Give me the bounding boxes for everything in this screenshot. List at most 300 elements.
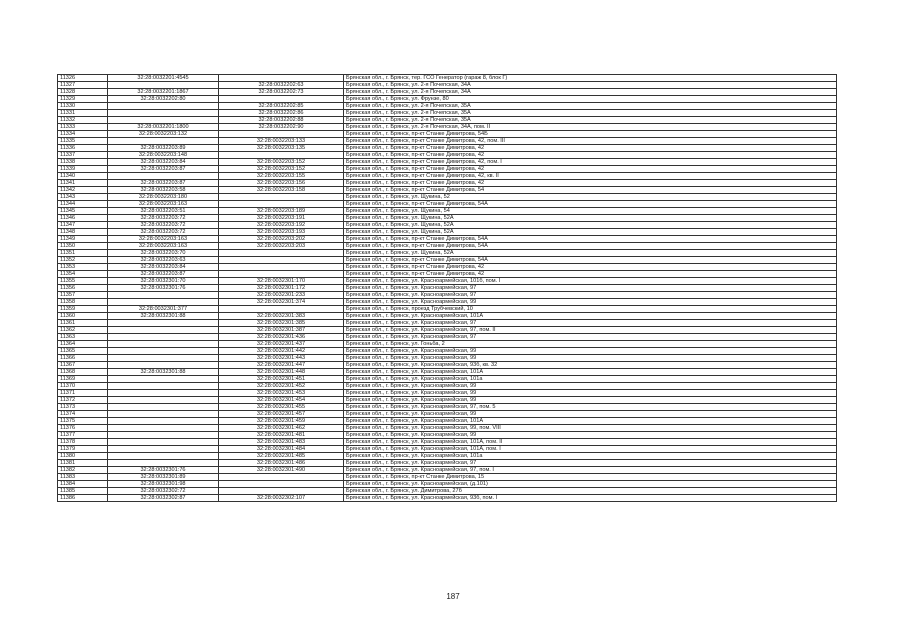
parcel-number-cell: 32:28:0032201:4545	[108, 75, 219, 82]
parcel-number-cell: 32:28:0032203:84	[108, 264, 219, 271]
object-number-cell: 32:28:0032301:172	[219, 285, 344, 292]
parcel-number-cell	[108, 376, 219, 383]
row-number-cell: 11327	[58, 82, 108, 89]
parcel-number-cell	[108, 453, 219, 460]
parcel-number-cell: 32:28:0032203:87	[108, 180, 219, 187]
parcel-number-cell	[108, 446, 219, 453]
table-row	[58, 138, 837, 145]
table-row	[58, 334, 837, 341]
row-number-cell: 11355	[58, 278, 108, 285]
object-number-cell: 32:28:0032301:457	[219, 411, 344, 418]
object-number-cell: 32:28:0032301:233	[219, 292, 344, 299]
address-cell: Брянская обл., г. Брянск, ул. Красноармейская, 99	[344, 299, 837, 306]
object-number-cell: 32:28:0032301:483	[219, 439, 344, 446]
address-cell: Брянская обл., г. Брянск, пр-кт Станке Димитрова, 54	[344, 187, 837, 194]
object-number-cell: 32:28:0032301:452	[219, 383, 344, 390]
address-cell: Брянская обл., г. Брянск, ул. Красноармейская, 97	[344, 285, 837, 292]
address-cell: Брянская обл., г. Брянск, ул. Красноармейская, 99	[344, 355, 837, 362]
address-cell: Брянская обл., г. Брянск, ул. Красноармейская, 101а	[344, 453, 837, 460]
parcel-number-cell: 32:28:0032203:132	[108, 131, 219, 138]
table-row	[58, 299, 837, 306]
address-cell: Брянская обл., г. Брянск, проезд Трубчевский, 10	[344, 306, 837, 313]
row-number-cell: 11350	[58, 243, 108, 250]
object-number-cell: 32:28:0032203:202	[219, 236, 344, 243]
parcel-number-cell	[108, 138, 219, 145]
address-cell: Брянская обл., г. Брянск, ул. Красноармейская, 99	[344, 383, 837, 390]
table-row	[58, 271, 837, 278]
table-row	[58, 446, 837, 453]
object-number-cell: 32:28:0032203:192	[219, 222, 344, 229]
address-cell: Брянская обл., г. Брянск, пр-кт Станке Димитрова, 42	[344, 166, 837, 173]
row-number-cell: 11335	[58, 138, 108, 145]
address-cell: Брянская обл., г. Брянск, ул. Фрунзе, 80	[344, 96, 837, 103]
object-number-cell: 32:28:0032203:133	[219, 138, 344, 145]
row-number-cell: 11357	[58, 292, 108, 299]
address-cell: Брянская обл., г. Брянск, ул. 2-я Почепская, 35А	[344, 117, 837, 124]
address-cell: Брянская обл., г. Брянск, пр-кт Станке Димитрова, 54А	[344, 243, 837, 250]
row-number-cell: 11332	[58, 117, 108, 124]
parcel-number-cell: 32:28:0032203:72	[108, 229, 219, 236]
object-number-cell: 32:28:0032203:152	[219, 166, 344, 173]
row-number-cell: 11351	[58, 250, 108, 257]
object-number-cell: 32:28:0032202:88	[219, 117, 344, 124]
parcel-number-cell	[108, 173, 219, 180]
table-row	[58, 173, 837, 180]
address-cell: Брянская обл., г. Брянск, ул. Красноармейская, 101А, пом. II	[344, 439, 837, 446]
row-number-cell: 11362	[58, 327, 108, 334]
table-row	[58, 215, 837, 222]
table-row	[58, 96, 837, 103]
object-number-cell: 32:28:0032302:107	[219, 495, 344, 502]
table-row	[58, 103, 837, 110]
object-number-cell: 32:28:0032301:447	[219, 362, 344, 369]
table-row	[58, 208, 837, 215]
object-number-cell	[219, 264, 344, 271]
parcel-number-cell	[108, 117, 219, 124]
object-number-cell	[219, 474, 344, 481]
table-row	[58, 313, 837, 320]
table-row	[58, 264, 837, 271]
address-cell: Брянская обл., г. Брянск, ул. Красноармейская, 97, пом. II	[344, 327, 837, 334]
address-cell: Брянская обл., г. Брянск, ул. Щукина, 52А	[344, 229, 837, 236]
object-number-cell: 32:28:0032301:455	[219, 404, 344, 411]
address-cell: Брянская обл., г. Брянск, ул. Красноармейская, 101б, пом. I	[344, 278, 837, 285]
row-number-cell: 11339	[58, 166, 108, 173]
row-number-cell: 11346	[58, 215, 108, 222]
object-number-cell: 32:28:0032301:485	[219, 453, 344, 460]
table-row	[58, 292, 837, 299]
table-row	[58, 320, 837, 327]
address-cell: Брянская обл., г. Брянск, ул. Красноармейская, 93б, пом. I	[344, 495, 837, 502]
object-number-cell: 32:28:0032203:193	[219, 229, 344, 236]
row-number-cell: 11383	[58, 474, 108, 481]
parcel-number-cell	[108, 355, 219, 362]
parcel-number-cell	[108, 362, 219, 369]
object-number-cell	[219, 152, 344, 159]
parcel-number-cell: 32:28:0032203:87	[108, 271, 219, 278]
parcel-number-cell: 32:28:0032201:1800	[108, 124, 219, 131]
table-row	[58, 75, 837, 82]
table-row	[58, 131, 837, 138]
row-number-cell: 11379	[58, 446, 108, 453]
parcel-number-cell: 32:28:0032203:72	[108, 222, 219, 229]
address-cell: Брянская обл., г. Брянск, ул. 2-я Почепская, 35А	[344, 110, 837, 117]
parcel-number-cell: 32:28:0032203:148	[108, 152, 219, 159]
table-row	[58, 201, 837, 208]
table-row	[58, 82, 837, 89]
address-cell: Брянская обл., г. Брянск, пр-кт Станке Димитрова, 42, пом. I	[344, 159, 837, 166]
object-number-cell	[219, 194, 344, 201]
row-number-cell: 11331	[58, 110, 108, 117]
row-number-cell: 11369	[58, 376, 108, 383]
object-number-cell: 32:28:0032203:158	[219, 187, 344, 194]
object-number-cell: 32:28:0032301:385	[219, 320, 344, 327]
row-number-cell: 11347	[58, 222, 108, 229]
parcel-number-cell	[108, 292, 219, 299]
table-row	[58, 278, 837, 285]
address-cell: Брянская обл., г. Брянск, пр-кт Станке Димитрова, 42	[344, 152, 837, 159]
object-number-cell: 32:28:0032203:191	[219, 215, 344, 222]
object-number-cell: 32:28:0032301:453	[219, 390, 344, 397]
parcel-number-cell: 32:28:0032203:163	[108, 236, 219, 243]
row-number-cell: 11337	[58, 152, 108, 159]
object-number-cell: 32:28:0032203:189	[219, 208, 344, 215]
table-row	[58, 341, 837, 348]
table-row	[58, 460, 837, 467]
row-number-cell: 11384	[58, 481, 108, 488]
parcel-number-cell	[108, 82, 219, 89]
object-number-cell: 32:28:0032301:442	[219, 348, 344, 355]
parcel-number-cell: 32:28:0032203:84	[108, 159, 219, 166]
object-number-cell	[219, 257, 344, 264]
object-number-cell: 32:28:0032301:454	[219, 397, 344, 404]
row-number-cell: 11341	[58, 180, 108, 187]
table-row	[58, 355, 837, 362]
address-cell: Брянская обл., г. Брянск, пр-кт Станке Димитрова, 54А	[344, 236, 837, 243]
object-number-cell	[219, 96, 344, 103]
row-number-cell: 11361	[58, 320, 108, 327]
object-number-cell: 32:28:0032301:451	[219, 376, 344, 383]
table-row	[58, 404, 837, 411]
row-number-cell: 11348	[58, 229, 108, 236]
row-number-cell: 11340	[58, 173, 108, 180]
address-cell: Брянская обл., г. Брянск, ул. Щукина, 52А	[344, 250, 837, 257]
object-number-cell: 32:28:0032301:481	[219, 432, 344, 439]
address-cell: Брянская обл., г. Брянск, ул. Красноармейская, 101А	[344, 313, 837, 320]
parcel-number-cell: 32:28:0032203:180	[108, 194, 219, 201]
table-row	[58, 152, 837, 159]
address-cell: Брянская обл., г. Брянск, ул. Красноармейская, 97	[344, 460, 837, 467]
parcel-number-cell	[108, 327, 219, 334]
row-number-cell: 11376	[58, 425, 108, 432]
parcel-number-cell: 32:28:0032301:98	[108, 481, 219, 488]
parcel-number-cell: 32:28:0032203:89	[108, 145, 219, 152]
table-row	[58, 110, 837, 117]
parcel-number-cell: 32:28:0032203:63	[108, 257, 219, 264]
row-number-cell: 11382	[58, 467, 108, 474]
parcel-number-cell	[108, 418, 219, 425]
address-cell: Брянская обл., г. Брянск, ул. Красноармейская, 99, пом. VIII	[344, 425, 837, 432]
parcel-number-cell	[108, 348, 219, 355]
cadastral-table	[57, 74, 837, 502]
object-number-cell: 32:28:0032202:86	[219, 110, 344, 117]
object-number-cell	[219, 306, 344, 313]
object-number-cell: 32:28:0032301:486	[219, 460, 344, 467]
object-number-cell: 32:28:0032301:448	[219, 369, 344, 376]
parcel-number-cell: 32:28:0032203:58	[108, 187, 219, 194]
address-cell: Брянская обл., г. Брянск, ул. Щукина, 52А	[344, 222, 837, 229]
row-number-cell: 11359	[58, 306, 108, 313]
row-number-cell: 11330	[58, 103, 108, 110]
object-number-cell	[219, 271, 344, 278]
parcel-number-cell	[108, 110, 219, 117]
address-cell: Брянская обл., г. Брянск, ул. Щукина, 54	[344, 208, 837, 215]
parcel-number-cell: 32:28:0032202:80	[108, 96, 219, 103]
row-number-cell: 11363	[58, 334, 108, 341]
row-number-cell: 11329	[58, 96, 108, 103]
parcel-number-cell: 32:28:0032203:70	[108, 250, 219, 257]
object-number-cell: 32:28:0032301:443	[219, 355, 344, 362]
row-number-cell: 11358	[58, 299, 108, 306]
table-row	[58, 369, 837, 376]
row-number-cell: 11366	[58, 355, 108, 362]
address-cell: Брянская обл., г. Брянск, ул. Красноармейская, 101а	[344, 376, 837, 383]
address-cell: Брянская обл., г. Брянск, ул. Димитрова, 27б	[344, 488, 837, 495]
object-number-cell: 32:28:0032301:462	[219, 425, 344, 432]
parcel-number-cell	[108, 341, 219, 348]
address-cell: Брянская обл., г. Брянск, пр-кт Станке Димитрова, 42	[344, 180, 837, 187]
parcel-number-cell	[108, 404, 219, 411]
table-row	[58, 348, 837, 355]
parcel-number-cell: 32:28:0032301:70	[108, 278, 219, 285]
row-number-cell: 11378	[58, 439, 108, 446]
table-row	[58, 411, 837, 418]
address-cell: Брянская обл., г. Брянск, ул. Красноармейская, 99	[344, 348, 837, 355]
parcel-number-cell: 32:28:0032203:87	[108, 166, 219, 173]
row-number-cell: 11377	[58, 432, 108, 439]
table-row	[58, 166, 837, 173]
address-cell: Брянская обл., г. Брянск, ул. Красноармейская, 101А, пом. I	[344, 446, 837, 453]
parcel-number-cell	[108, 103, 219, 110]
row-number-cell: 11336	[58, 145, 108, 152]
row-number-cell: 11370	[58, 383, 108, 390]
address-cell: Брянская обл., г. Брянск, ул. 2-я Почепская, 35А	[344, 103, 837, 110]
address-cell: Брянская обл., г. Брянск, ул. Красноармейская, 101А	[344, 418, 837, 425]
table-row	[58, 481, 837, 488]
parcel-number-cell: 32:28:0032301:89	[108, 474, 219, 481]
table-row	[58, 159, 837, 166]
address-cell: Брянская обл., г. Брянск, пр-кт Станке Димитрова, 42, кв. II	[344, 173, 837, 180]
object-number-cell	[219, 250, 344, 257]
object-number-cell: 32:28:0032301:436	[219, 334, 344, 341]
parcel-number-cell	[108, 460, 219, 467]
address-cell: Брянская обл., г. Брянск, ул. Красноармейская, 99	[344, 411, 837, 418]
row-number-cell: 11353	[58, 264, 108, 271]
table-row	[58, 222, 837, 229]
address-cell: Брянская обл., г. Брянск, пр-кт Станке Димитрова, 42, пом. III	[344, 138, 837, 145]
object-number-cell: 32:28:0032301:383	[219, 313, 344, 320]
address-cell: Брянская обл., г. Брянск, пр-кт Станке Димитрова, 42	[344, 271, 837, 278]
parcel-number-cell	[108, 397, 219, 404]
address-cell: Брянская обл., г. Брянск, ул. Красноармейская, 99	[344, 432, 837, 439]
address-cell: Брянская обл., г. Брянск, ул. Красноармейская, 99	[344, 390, 837, 397]
row-number-cell: 11375	[58, 418, 108, 425]
address-cell: Брянская обл., г. Брянск, ул. Красноармейская, 97	[344, 334, 837, 341]
parcel-number-cell: 32:28:0032301:76	[108, 285, 219, 292]
object-number-cell: 32:28:0032301:437	[219, 341, 344, 348]
parcel-number-cell: 32:28:0032301:88	[108, 369, 219, 376]
object-number-cell: 32:28:0032301:459	[219, 418, 344, 425]
parcel-number-cell	[108, 439, 219, 446]
object-number-cell: 32:28:0032203:203	[219, 243, 344, 250]
address-cell: Брянская обл., г. Брянск, ул. Гоньба, 2	[344, 341, 837, 348]
object-number-cell	[219, 131, 344, 138]
table-row	[58, 390, 837, 397]
row-number-cell: 11326	[58, 75, 108, 82]
table-row	[58, 229, 837, 236]
address-cell: Брянская обл., г. Брянск, ул. 2-я Почепская, 34А	[344, 89, 837, 96]
address-cell: Брянская обл., г. Брянск, ул. Щукина, 52А	[344, 215, 837, 222]
parcel-number-cell	[108, 334, 219, 341]
row-number-cell: 11381	[58, 460, 108, 467]
table-row	[58, 425, 837, 432]
object-number-cell: 32:28:0032202:85	[219, 103, 344, 110]
row-number-cell: 11374	[58, 411, 108, 418]
object-number-cell: 32:28:0032301:484	[219, 446, 344, 453]
object-number-cell: 32:28:0032203:135	[219, 145, 344, 152]
table-row	[58, 474, 837, 481]
table-row	[58, 180, 837, 187]
table-row	[58, 467, 837, 474]
object-number-cell	[219, 75, 344, 82]
row-number-cell: 11352	[58, 257, 108, 264]
address-cell: Брянская обл., г. Брянск, ул. Красноармейская, (д.101)	[344, 481, 837, 488]
address-cell: Брянская обл., г. Брянск, ул. Красноармейская, 93б, кв. 32	[344, 362, 837, 369]
parcel-number-cell: 32:28:0032301:88	[108, 313, 219, 320]
row-number-cell: 11364	[58, 341, 108, 348]
object-number-cell: 32:28:0032301:387	[219, 327, 344, 334]
table-row	[58, 418, 837, 425]
address-cell: Брянская обл., г. Брянск, ул. Красноармейская, 97	[344, 320, 837, 327]
address-cell: Брянская обл., г. Брянск, ул. Красноармейская, 97, пом. I	[344, 467, 837, 474]
address-cell: Брянская обл., г. Брянск, ул. 2-я Почепская, 34А	[344, 82, 837, 89]
table-row	[58, 376, 837, 383]
table-row	[58, 124, 837, 131]
parcel-number-cell: 32:28:0032203:163	[108, 201, 219, 208]
parcel-number-cell: 32:28:0032302:72	[108, 488, 219, 495]
object-number-cell: 32:28:0032202:63	[219, 82, 344, 89]
table-row	[58, 145, 837, 152]
row-number-cell: 11360	[58, 313, 108, 320]
row-number-cell: 11368	[58, 369, 108, 376]
row-number-cell: 11343	[58, 194, 108, 201]
table-row	[58, 243, 837, 250]
object-number-cell: 32:28:0032203:156	[219, 180, 344, 187]
address-cell: Брянская обл., г. Брянск, пр-кт Станке Димитрова, 54А	[344, 201, 837, 208]
row-number-cell: 11344	[58, 201, 108, 208]
table-row	[58, 117, 837, 124]
row-number-cell: 11333	[58, 124, 108, 131]
address-cell: Брянская обл., г. Брянск, пр-кт Станке Димитрова, 54Б	[344, 131, 837, 138]
table-row	[58, 362, 837, 369]
row-number-cell: 11338	[58, 159, 108, 166]
row-number-cell: 11354	[58, 271, 108, 278]
table-body	[58, 75, 837, 502]
parcel-number-cell: 32:28:0032203:163	[108, 243, 219, 250]
object-number-cell: 32:28:0032203:155	[219, 173, 344, 180]
object-number-cell	[219, 201, 344, 208]
row-number-cell: 11373	[58, 404, 108, 411]
row-number-cell: 11380	[58, 453, 108, 460]
table-row	[58, 187, 837, 194]
row-number-cell: 11385	[58, 488, 108, 495]
table-row	[58, 257, 837, 264]
row-number-cell: 11386	[58, 495, 108, 502]
table-row	[58, 397, 837, 404]
row-number-cell: 11372	[58, 397, 108, 404]
address-cell: Брянская обл., г. Брянск, ул. 2-я Почепская, 34А, пом. II	[344, 124, 837, 131]
table-row	[58, 439, 837, 446]
object-number-cell: 32:28:0032301:374	[219, 299, 344, 306]
table-row	[58, 194, 837, 201]
address-cell: Брянская обл., г. Брянск, ул. Щукина, 52	[344, 194, 837, 201]
row-number-cell: 11342	[58, 187, 108, 194]
address-cell: Брянская обл., г. Брянск, тер. ГСО Генератор (гараж 8, блок Г)	[344, 75, 837, 82]
table-row	[58, 495, 837, 502]
parcel-number-cell: 32:28:0032302:87	[108, 495, 219, 502]
table-row	[58, 250, 837, 257]
parcel-number-cell	[108, 425, 219, 432]
address-cell: Брянская обл., г. Брянск, пр-кт Станке Димитрова, 54А	[344, 257, 837, 264]
address-cell: Брянская обл., г. Брянск, пр-кт Станке Димитрова, 42	[344, 145, 837, 152]
table-row	[58, 327, 837, 334]
parcel-number-cell	[108, 390, 219, 397]
page-number: 187	[446, 592, 460, 601]
parcel-number-cell: 32:28:0032201:1867	[108, 89, 219, 96]
parcel-number-cell	[108, 432, 219, 439]
parcel-number-cell: 32:28:0032203:51	[108, 208, 219, 215]
object-number-cell: 32:28:0032202:90	[219, 124, 344, 131]
parcel-number-cell: 32:28:0032301:377	[108, 306, 219, 313]
row-number-cell: 11356	[58, 285, 108, 292]
row-number-cell: 11367	[58, 362, 108, 369]
parcel-number-cell: 32:28:0032203:72	[108, 215, 219, 222]
table-row	[58, 285, 837, 292]
table-row	[58, 488, 837, 495]
address-cell: Брянская обл., г. Брянск, ул. Красноармейская, 101А	[344, 369, 837, 376]
table-row	[58, 383, 837, 390]
address-cell: Брянская обл., г. Брянск, пр-кт Станке Димитрова, 15	[344, 474, 837, 481]
parcel-number-cell	[108, 411, 219, 418]
object-number-cell: 32:28:0032301:170	[219, 278, 344, 285]
table-row	[58, 453, 837, 460]
row-number-cell: 11371	[58, 390, 108, 397]
row-number-cell: 11334	[58, 131, 108, 138]
address-cell: Брянская обл., г. Брянск, ул. Красноармейская, 97, пом. 5	[344, 404, 837, 411]
row-number-cell: 11328	[58, 89, 108, 96]
table-row	[58, 306, 837, 313]
object-number-cell	[219, 488, 344, 495]
parcel-number-cell	[108, 320, 219, 327]
address-cell: Брянская обл., г. Брянск, ул. Красноармейская, 99	[344, 397, 837, 404]
parcel-number-cell	[108, 299, 219, 306]
parcel-number-cell: 32:28:0032301:76	[108, 467, 219, 474]
object-number-cell	[219, 481, 344, 488]
table-row	[58, 432, 837, 439]
table-row	[58, 89, 837, 96]
address-cell: Брянская обл., г. Брянск, пр-кт Станке Димитрова, 42	[344, 264, 837, 271]
table-row	[58, 236, 837, 243]
